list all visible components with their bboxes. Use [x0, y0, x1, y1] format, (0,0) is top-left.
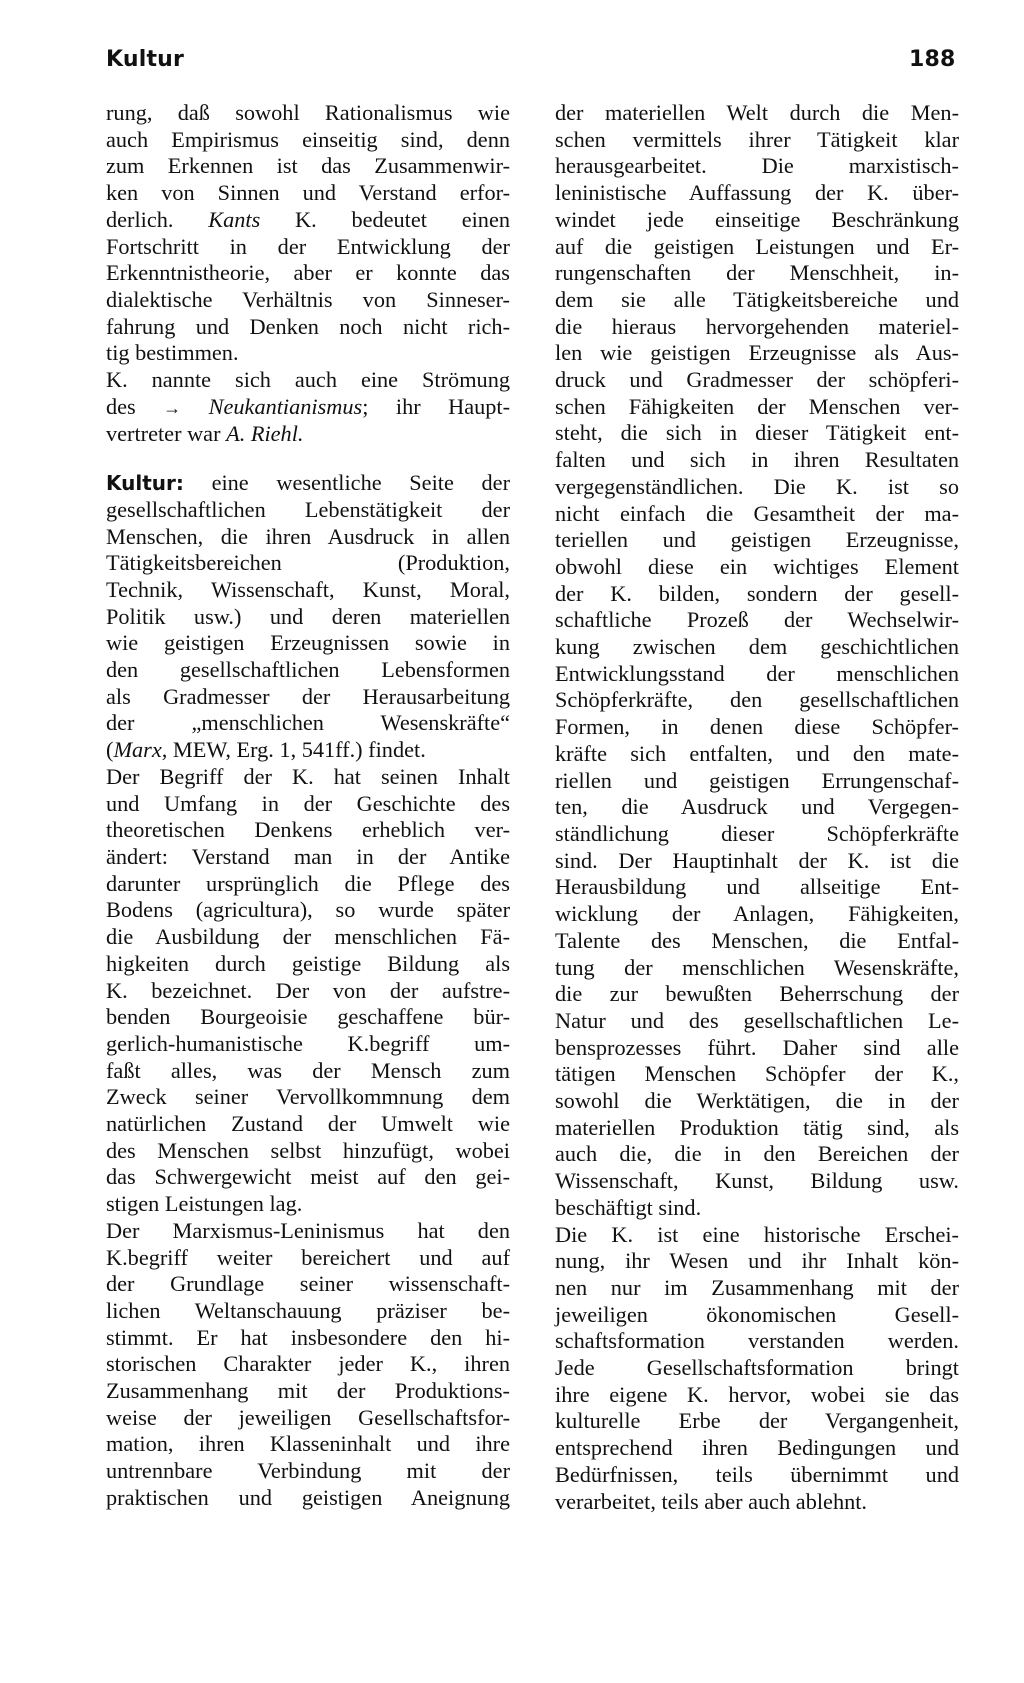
text-line: des → Neukantianismus; ihr Haupt- [106, 394, 510, 422]
text-line: gesellschaftlichen Lebenstätigkeit der [106, 496, 510, 522]
text-line: riellen und geistigen Errungenschaf- [555, 767, 959, 793]
text-line: Formen, in denen diese Schöpfer- [555, 714, 959, 740]
text-line: der „menschlichen Wesenskräfte“ [106, 710, 510, 736]
text-line: Erkenntnistheorie, aber er konnte das [106, 260, 510, 286]
text-line: Schöpferkräfte, den gesellschaftlichen [555, 687, 959, 713]
text-line: Der Marxismus-Leninismus hat den [106, 1217, 510, 1243]
text-line: der materiellen Welt durch die Men- [555, 100, 959, 125]
text-line: Politik usw.) und deren materiellen [106, 603, 510, 629]
text-line: storischen Charakter jeder K., ihren [106, 1351, 510, 1377]
text-line: obwohl diese ein wichtiges Element [555, 553, 959, 579]
text-line: druck und Gradmesser der schöpferi- [555, 367, 959, 393]
italic-reference: A. Riehl. [226, 421, 304, 447]
text-line: praktischen und geistigen Aneignung [106, 1484, 510, 1510]
text-line: beschäftigt sind. [555, 1194, 702, 1220]
text-line: nen nur im Zusammenhang mit der [555, 1274, 959, 1300]
text-line: rungenschaften der Menschheit, in- [555, 260, 959, 286]
text-line: schen Fähigkeiten der Menschen ver- [555, 393, 959, 419]
text-line: ken von Sinnen und Verstand erfor- [106, 180, 510, 206]
text-line: tung der menschlichen Wesenskräfte, [555, 954, 959, 980]
text-line: derlich. Kants K. bedeutet einen [106, 206, 510, 232]
text-line: rung, daß sowohl Rationalismus wie [106, 100, 510, 125]
text-line: ständlichung dieser Schöpferkräfte [555, 820, 959, 846]
text-line: stigen Leistungen lag. [106, 1191, 303, 1217]
text-line: verarbeitet, teils aber auch ablehnt. [555, 1488, 868, 1514]
text-line: Natur und des gesellschaftlichen Le- [555, 1007, 959, 1033]
left-column [106, 100, 510, 1512]
text-line: Tätigkeitsbereichen (Produktion, [106, 550, 510, 576]
text-line: len wie geistigen Erzeugnisse als Aus- [555, 340, 959, 366]
page-number: 188 [909, 47, 956, 72]
text-line: theoretischen Denkens erheblich ver- [106, 817, 510, 843]
text-line: gerlich-humanistische K.begriff um- [106, 1030, 510, 1056]
text-line: natürlichen Zustand der Umwelt wie [106, 1111, 510, 1137]
text-line: ändert: Verstand man in der Antike [106, 843, 510, 869]
text-line: als Gradmesser der Herausarbeitung [106, 683, 510, 709]
text-line: Bodens (agricultura), so wurde später [106, 897, 510, 923]
text-line: steht, die sich in dieser Tätigkeit ent- [555, 420, 959, 446]
text-line: Zweck seiner Vervollkommnung dem [106, 1084, 510, 1110]
text-line: Die K. ist eine historische Erschei- [555, 1221, 959, 1247]
text-line: ten, die Ausdruck und Vergegen- [555, 794, 959, 820]
text-line: untrennbare Verbindung mit der [106, 1458, 510, 1484]
right-column [555, 100, 959, 1515]
text-line: Talente des Menschen, die Entfal- [555, 927, 959, 953]
text-line: Zusammenhang mit der Produktions- [106, 1378, 510, 1404]
text-line: benden Bourgeoisie geschaffene bür- [106, 1004, 510, 1030]
text-line: auch Empirismus einseitig sind, denn [106, 126, 510, 152]
text-line: Fortschritt in der Entwicklung der [106, 233, 510, 259]
text-line: schaftliche Prozeß der Wechselwir- [555, 607, 959, 633]
text-line: Entwicklungsstand der menschlichen [555, 660, 959, 686]
text-line: tätigen Menschen Schöpfer der K., [555, 1061, 959, 1087]
text-line: K.begriff weiter bereichert und auf [106, 1244, 510, 1270]
text-line: bensprozesses führt. Daher sind alle [555, 1034, 959, 1060]
text-line: darunter ursprünglich die Pflege des [106, 870, 510, 896]
text-line: nicht einfach die Gesamtheit der ma- [555, 500, 959, 526]
text-line: K. bezeichnet. Der von der aufstre- [106, 977, 510, 1003]
text-line: Bedürfnissen, teils übernimmt und [555, 1461, 959, 1487]
text-line: die hieraus hervorgehenden materiel- [555, 313, 959, 339]
italic-reference: Marx, [113, 737, 168, 763]
text-line: wicklung der Anlagen, Fähigkeiten, [555, 901, 959, 927]
text-line: der Grundlage seiner wissenschaft- [106, 1271, 510, 1297]
text-line: die zur bewußten Beherrschung der [555, 981, 959, 1007]
text-line: entsprechend ihren Bedingungen und [555, 1435, 959, 1461]
text-line: faßt alles, was der Mensch zum [106, 1057, 510, 1083]
italic-reference: Neukantianismus [208, 393, 363, 419]
text-line: ihre eigene K. hervor, wobei sie das [555, 1381, 959, 1407]
text-line: des Menschen selbst hinzufügt, wobei [106, 1137, 510, 1163]
text-line: higkeiten durch geistige Bildung als [106, 950, 510, 976]
text-line: auf die geistigen Leistungen und Er- [555, 233, 959, 259]
text-line: kulturelle Erbe der Vergangenheit, [555, 1408, 959, 1434]
text-line: Kultur: eine wesentliche Seite der [106, 470, 510, 496]
text-line: sowohl die Werktätigen, die in der [555, 1088, 959, 1114]
text-line: auch die, die in den Bereichen der [555, 1141, 959, 1167]
text-line: wie geistigen Erzeugnissen sowie in [106, 630, 510, 656]
text-line: das Schwergewicht meist auf den gei- [106, 1164, 510, 1190]
text-line: falten und sich in ihren Resultaten [555, 447, 959, 473]
text-line: der K. bilden, sondern der gesell- [555, 580, 959, 606]
text-line: schaftsformation verstanden werden. [555, 1328, 959, 1354]
entry-headword: Kultur: [106, 471, 184, 496]
text-line: K. nannte sich auch eine Strömung [106, 367, 510, 393]
text-line: Technik, Wissenschaft, Kunst, Moral, [106, 576, 510, 602]
text-line: kung zwischen dem geschichtlichen [555, 634, 959, 660]
text-line: Der Begriff der K. hat seinen Inhalt [106, 763, 510, 789]
text-line: kräfte sich entfalten, und den mate- [555, 740, 959, 766]
text-line: lichen Weltanschauung präziser be- [106, 1297, 510, 1323]
text-line: den gesellschaftlichen Lebensformen [106, 657, 510, 683]
text-line: fahrung und Denken noch nicht rich- [106, 313, 510, 339]
cross-reference-arrow-icon: → [163, 397, 182, 418]
text-line: vertreter war A. Riehl. [106, 421, 304, 447]
text-line: dem sie alle Tätigkeitsbereiche und [555, 286, 959, 312]
text-line: Jede Gesellschaftsformation bringt [555, 1355, 959, 1381]
text-line: nung, ihr Wesen und ihr Inhalt kön- [555, 1248, 959, 1274]
text-line: materiellen Produktion tätig sind, als [555, 1114, 959, 1140]
text-line: leninistische Auffassung der K. über- [555, 180, 959, 206]
text-line: Menschen, die ihren Ausdruck in allen [106, 523, 510, 549]
running-head: Kultur [106, 47, 185, 72]
text-line: herausgearbeitet. Die marxistisch- [555, 153, 959, 179]
entry-separator [106, 448, 510, 470]
text-line: zum Erkennen ist das Zusammenwir- [106, 153, 510, 179]
text-line: die Ausbildung der menschlichen Fä- [106, 924, 510, 950]
text-line: weise der jeweiligen Gesellschaftsfor- [106, 1404, 510, 1430]
italic-reference: Kants [208, 206, 261, 232]
text-line: mation, ihren Klasseninhalt und ihre [106, 1431, 510, 1457]
text-line: teriellen und geistigen Erzeugnisse, [555, 527, 959, 553]
text-line: und Umfang in der Geschichte des [106, 790, 510, 816]
text-line: Wissenschaft, Kunst, Bildung usw. [555, 1168, 959, 1194]
text-line: sind. Der Hauptinhalt der K. ist die [555, 847, 959, 873]
text-line: schen vermittels ihrer Tätigkeit klar [555, 126, 959, 152]
text-line: vergegenständlichen. Die K. ist so [555, 473, 959, 499]
text-line: jeweiligen ökonomischen Gesell- [555, 1301, 959, 1327]
text-line: stimmt. Er hat insbesondere den hi- [106, 1324, 510, 1350]
text-line: (Marx, MEW, Erg. 1, 541ff.) findet. [106, 737, 426, 763]
text-line: dialektische Verhältnis von Sinneser- [106, 286, 510, 312]
text-line: windet jede einseitige Beschränkung [555, 206, 959, 232]
text-line: Herausbildung und allseitige Ent- [555, 874, 959, 900]
text-line: tig bestimmen. [106, 340, 239, 366]
